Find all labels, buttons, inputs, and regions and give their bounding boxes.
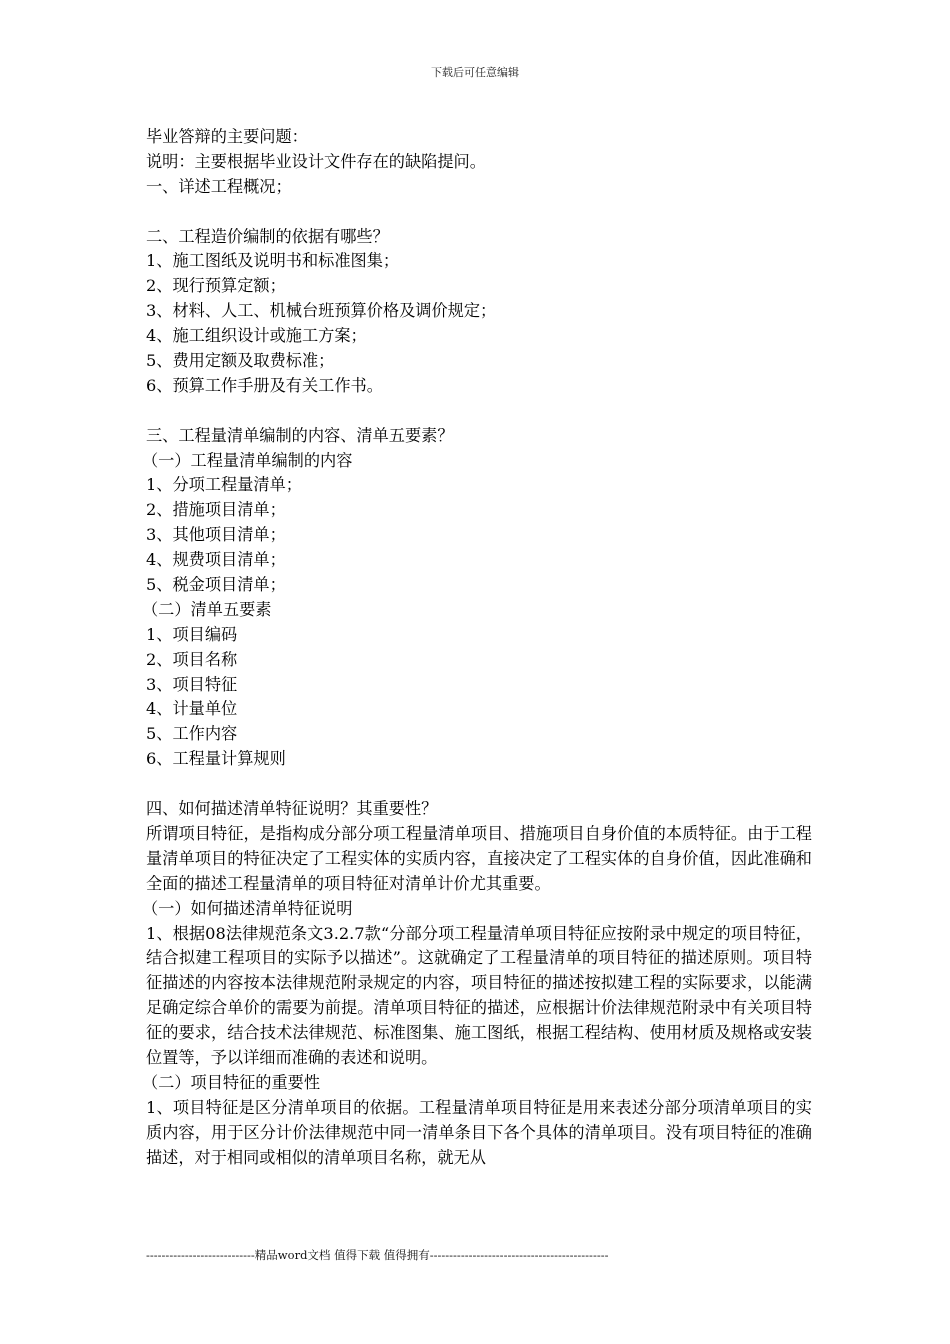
doc-title: 毕业答辩的主要问题： (146, 127, 308, 146)
list-item: 5、工作内容 (146, 724, 238, 744)
subsection-heading: （一）工程量清单编制的内容 (142, 450, 353, 470)
list-item: 6、预算工作手册及有关工作书。 (146, 375, 383, 395)
list-item: 3、项目特征 (146, 674, 238, 694)
list-item: 1、项目编码 (146, 624, 238, 644)
page-header: 下载后可任意编辑 (431, 66, 519, 79)
list-item: 5、费用定额及取费标准； (146, 351, 335, 371)
subsection-heading: （二）清单五要素 (142, 599, 272, 619)
list-item: 4、规费项目清单； (146, 550, 286, 570)
list-item: 3、其他项目清单； (146, 525, 286, 545)
paragraph: 1、根据08法律规范条文3.2.7款“分部分项工程量清单项目特征应按附录中规定的项目特征，结合拟建工程项目的实际予以描述”。这就确定了工程量清单的项目特征的描述原则。项目特征描述的内容按本法律规范附录规定的内容，项目特征的描述按拟建工程的实际要求，以能满足确定综合单价的需要为前提。清单项目特征的描述，应根据计价法律规范附录中有关项目特征的要求，结合技术法律规范、标准图集、施工图纸，根据工程结构、使用材质及规格或安装位置等，予以详细而准确的表述和说明。 (146, 923, 812, 1068)
list-item: 3、材料、人工、机械台班预算价格及调价规定； (146, 301, 497, 321)
list-item: 2、项目名称 (146, 649, 238, 669)
list-item: 6、工程量计算规则 (146, 749, 286, 769)
subsection-heading: （一）如何描述清单特征说明 (142, 898, 353, 918)
list-item: 1、施工图纸及说明书和标准图集； (146, 251, 400, 271)
section-heading: 二、工程造价编制的依据有哪些？ (146, 226, 389, 246)
list-item: 1、分项工程量清单； (146, 475, 302, 495)
list-item: 5、税金项目清单； (146, 575, 286, 595)
subsection-heading: （二）项目特征的重要性 (142, 1072, 321, 1092)
blank-line (146, 772, 812, 797)
section-heading: 一、详述工程概况； (146, 176, 292, 196)
page-footer: ----------------------------精品word文档 值得下载 值得拥有---------------------------------------------- (146, 1248, 609, 1262)
list-item: 4、施工组织设计或施工方案； (146, 326, 367, 346)
section-heading: 四、如何描述清单特征说明？其重要性？ (146, 799, 438, 819)
paragraph: 所谓项目特征，是指构成分部分项工程量清单项目、措施项目自身价值的本质特征。由于工程量清单项目的特征决定了工程实体的实质内容，直接决定了工程实体的自身价值，因此准确和全面的描述工程量清单的项目特征对清单计价尤其重要。 (146, 823, 812, 893)
section-heading: 三、工程量清单编制的内容、清单五要素？ (146, 425, 454, 445)
paragraph: 1、项目特征是区分清单项目的依据。工程量清单项目特征是用来表述分部分项清单项目的实质内容，用于区分计价法律规范中同一清单条目下各个具体的清单项目。没有项目特征的准确描述，对于相同或相似的清单项目名称，就无从 (146, 1097, 812, 1167)
blank-line (146, 200, 812, 225)
list-item: 2、现行预算定额； (146, 276, 286, 296)
list-item: 2、措施项目清单； (146, 500, 286, 520)
list-item: 4、计量单位 (146, 699, 238, 719)
document-body (142, 125, 812, 1171)
text-line: 说明：主要根据毕业设计文件存在的缺陷提问。 (146, 151, 486, 171)
blank-line (146, 399, 812, 424)
